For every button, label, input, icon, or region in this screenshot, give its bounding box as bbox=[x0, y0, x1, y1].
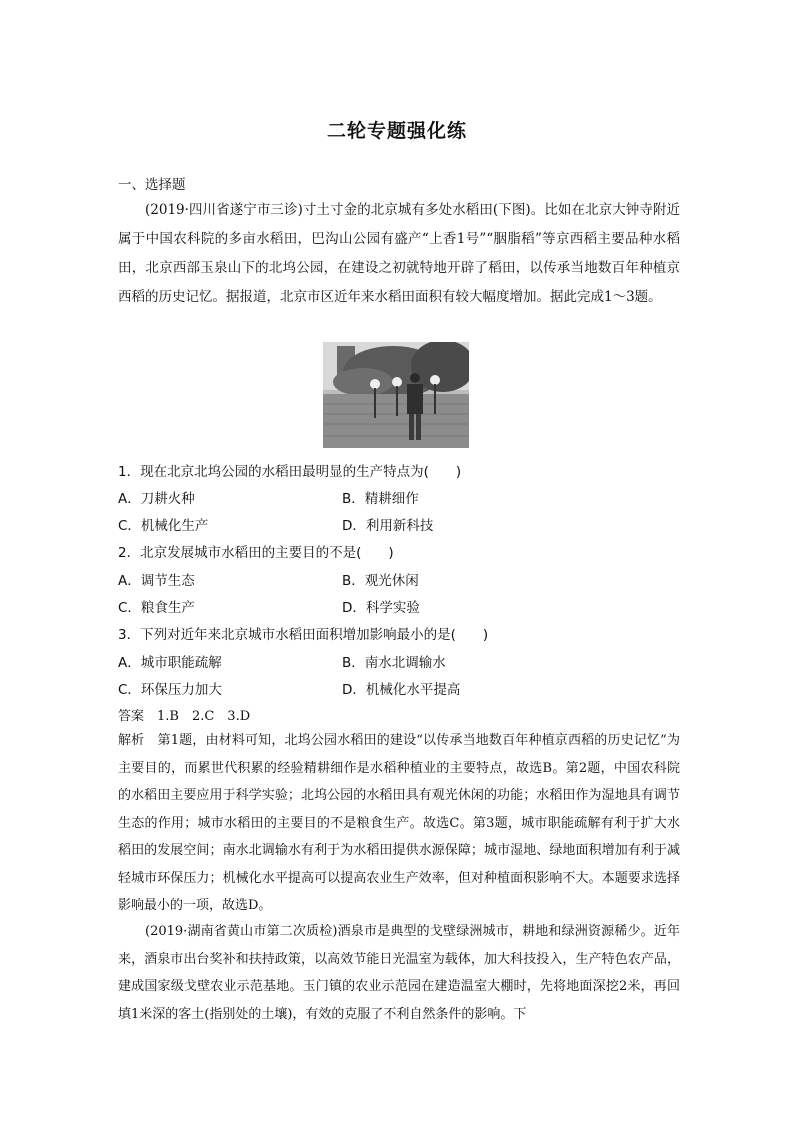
intro-paragraph-1: (2019·四川省遂宁市三诊)寸土寸金的北京城有多处水稻田(下图)。比如在北京大钟寺附近属于中国农科院的多亩水稻田，巴沟山公园有盛产“上香1号”“胭脂稻”等京西稻主要品种水稻田，北京西部玉泉山下的北坞公园，在建设之初就特地开辟了稻田，以传承当地数百年种植京西稻的历史记忆。据报道，北京市区近年来水稻田面积有较大幅度增加。据此完成1～3题。 bbox=[118, 202, 680, 305]
rice-field-photo bbox=[323, 342, 469, 448]
question-2-option-d: D．科学实验 bbox=[342, 600, 420, 616]
question-3-option-a: A．城市职能疏解 bbox=[118, 655, 222, 671]
answer-line: 答案 1.B 2.C 3.D bbox=[118, 709, 251, 724]
question-1-stem: 1．现在北京北坞公园的水稻田最明显的生产特点为( ) bbox=[118, 464, 462, 480]
question-3-option-c: C．环保压力加大 bbox=[118, 682, 222, 698]
analysis-paragraph: 解析 第1题，由材料可知，北坞公园水稻田的建设“以传承当地数百年种植京西稻的历史记忆”为主要目的，而累世代积累的经验精耕细作是水稻种植业的主要特点，故选B。第2题，中国农科院的水稻田主要应用于科学实验；北坞公园的水稻田具有观光休闲的功能；水稻田作为湿地具有调节生态的作用；城市水稻田的主要目的不是粮食生产。故选C。第3题，城市职能疏解有利于扩大水稻田的发展空间；南水北调输水有利于为水稻田提供水源保障；城市湿地、绿地面积增加有利于减轻城市环保压力；机械化水平提高可以提高农业生产效率，但对种植面积影响不大。本题要求选择影响最小的一项，故选D。 bbox=[118, 733, 680, 913]
question-1-option-b: B．精耕细作 bbox=[342, 491, 419, 507]
question-3-option-d: D．机械化水平提高 bbox=[342, 682, 461, 698]
question-3-stem: 3．下列对近年来北京城市水稻田面积增加影响最小的是( ) bbox=[118, 627, 489, 643]
question-2-option-c: C．粮食生产 bbox=[118, 600, 195, 616]
question-2-stem: 2．北京发展城市水稻田的主要目的不是( ) bbox=[118, 545, 394, 561]
page-title: 二轮专题强化练 bbox=[326, 120, 467, 142]
section-heading: 一、选择题 bbox=[118, 177, 186, 193]
question-2-option-b: B．观光休闲 bbox=[342, 573, 419, 589]
question-1-option-d: D．利用新科技 bbox=[342, 518, 434, 534]
question-1-option-c: C．机械化生产 bbox=[118, 518, 209, 534]
question-2-option-a: A．调节生态 bbox=[118, 573, 195, 589]
question-3-option-b: B．南水北调输水 bbox=[342, 655, 446, 671]
question-1-option-a: A．刀耕火种 bbox=[118, 491, 195, 507]
intro-paragraph-2: (2019·湖南省黄山市第二次质检)酒泉市是典型的戈壁绿洲城市，耕地和绿洲资源稀少。近年来，酒泉市出台奖补和扶持政策，以高效节能日光温室为载体，加大科技投入，生产特色农产品，建成国家级戈壁农业示范基地。玉门镇的农业示范园在建造温室大棚时，先将地面深挖2米，再回填1米深的客土(指别处的土壤)，有效的克服了不利自然条件的影响。下 bbox=[118, 924, 680, 1022]
